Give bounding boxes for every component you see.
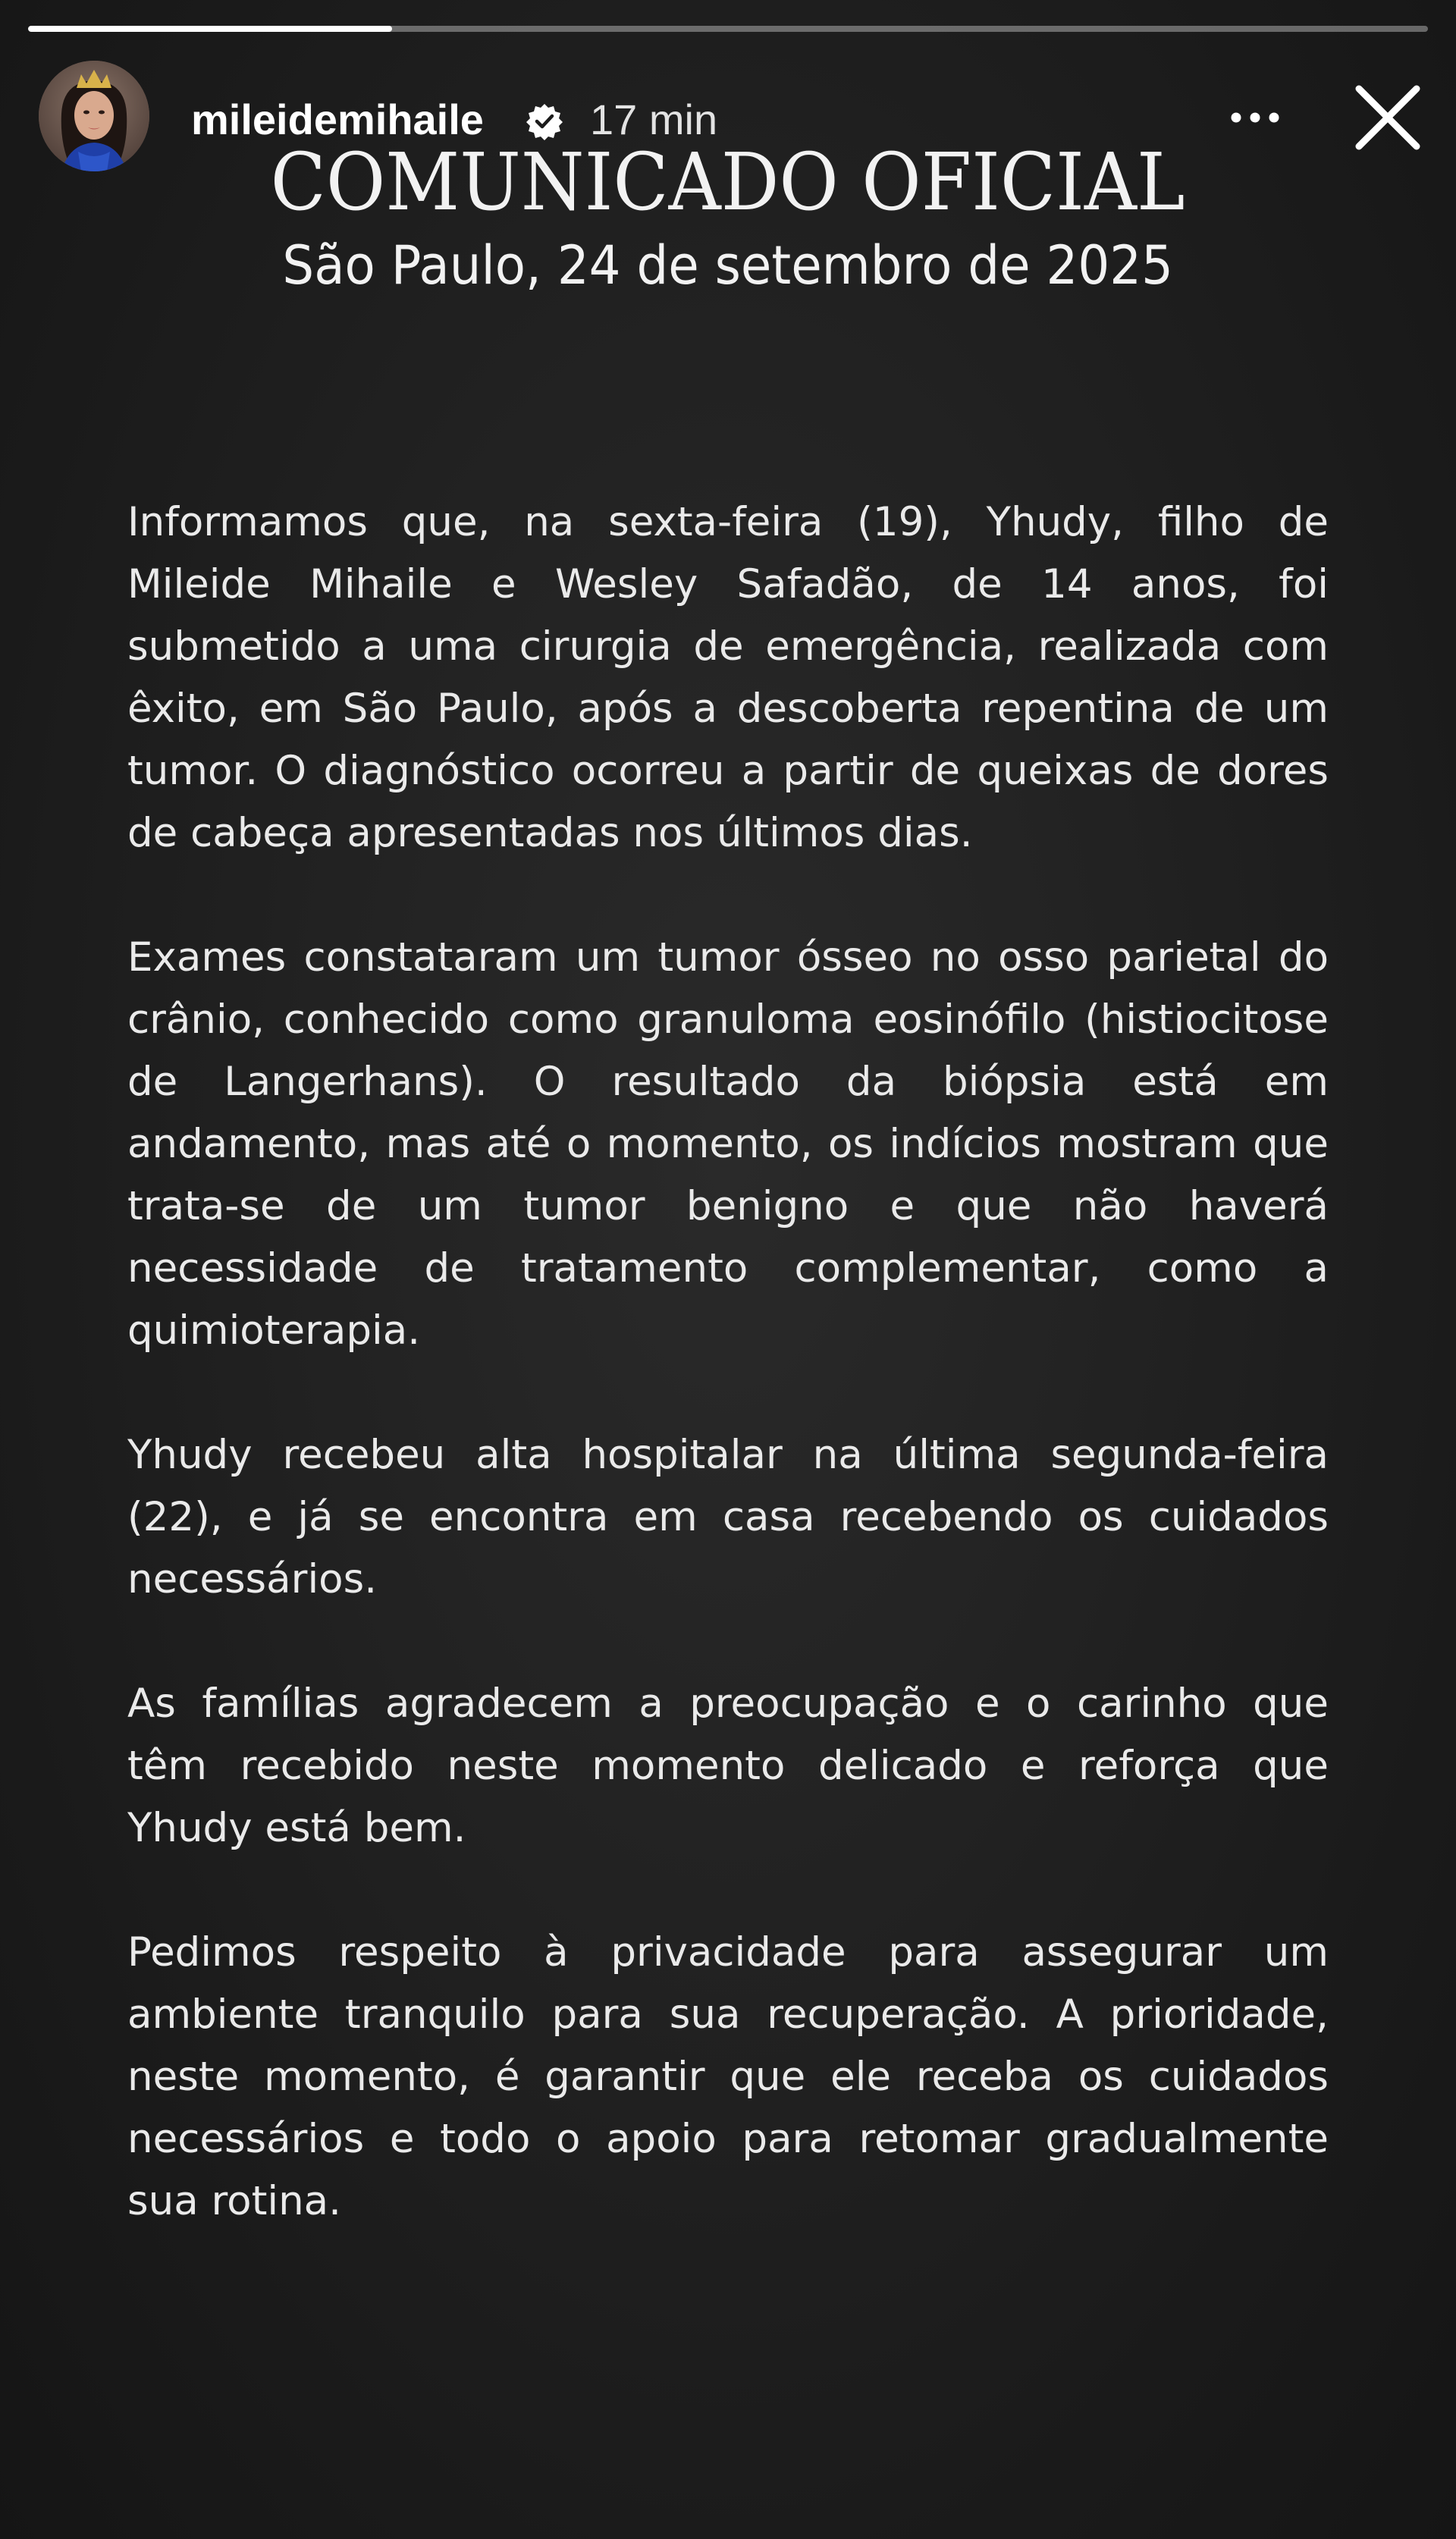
- paragraph-line: necessários.: [127, 1556, 378, 1602]
- document-title: COMUNICADO OFICIAL: [270, 136, 1185, 228]
- story-timestamp: 17 min: [590, 96, 718, 143]
- paragraph-line: de Langerhans). O resultado da biópsia está em: [127, 1059, 1329, 1105]
- paragraph-line: Exames constataram um tumor ósseo no osso parietal do: [127, 934, 1329, 981]
- document-paragraph: [127, 1673, 1329, 1860]
- paragraph-line: Mileide Mihaile e Wesley Safadão, de 14 anos, foi: [127, 561, 1329, 607]
- paragraph-line: Informamos que, na sexta-feira (19), Yhudy, filho de: [127, 499, 1329, 545]
- paragraph-line: necessários e todo o apoio para retomar gradualmente: [127, 2116, 1329, 2162]
- document-paragraph: [127, 1424, 1329, 1611]
- paragraph-line: necessidade de tratamento complementar, como a: [127, 1245, 1329, 1291]
- paragraph-line: ambiente tranquilo para sua recuperação. A prioridade,: [127, 1991, 1329, 2038]
- paragraph-line: (22), e já se encontra em casa recebendo os cuidados: [127, 1494, 1329, 1540]
- document-body: [127, 491, 1329, 2295]
- paragraph-line: Pedimos respeito à privacidade para assegurar um: [127, 1929, 1329, 1976]
- paragraph-line: trata-se de um tumor benigno e que não haverá: [127, 1183, 1329, 1229]
- username[interactable]: mileidemihaile: [191, 96, 484, 143]
- paragraph-line: êxito, em São Paulo, após a descoberta repentina de um: [127, 686, 1329, 732]
- document-paragraph: [127, 491, 1329, 865]
- verified-badge-icon: [526, 102, 563, 140]
- more-options-button[interactable]: [1217, 95, 1293, 140]
- paragraph-line: Yhudy está bem.: [127, 1805, 466, 1851]
- paragraph-line: sua rotina.: [127, 2178, 342, 2224]
- document-paragraph: [127, 1922, 1329, 2233]
- paragraph-line: crânio, conhecido como granuloma eosinófilo (histiocitose: [127, 996, 1329, 1043]
- paragraph-line: têm recebido neste momento delicado e reforça que: [127, 1743, 1329, 1789]
- paragraph-line: submetido a uma cirurgia de emergência, realizada com: [127, 623, 1329, 670]
- story-progress-bar: [28, 26, 1428, 32]
- paragraph-line: quimioterapia.: [127, 1307, 421, 1354]
- document-date: São Paulo, 24 de setembro de 2025: [282, 234, 1173, 297]
- paragraph-line: neste momento, é garantir que ele receba os cuidados: [127, 2054, 1329, 2100]
- paragraph-line: As famílias agradecem a preocupação e o carinho que: [127, 1681, 1329, 1727]
- document-paragraph: [127, 927, 1329, 1362]
- story-progress-fill: [28, 26, 392, 32]
- more-options-icon: [1217, 95, 1293, 140]
- paragraph-line: tumor. O diagnóstico ocorreu a partir de queixas de dores: [127, 748, 1329, 794]
- paragraph-line: andamento, mas até o momento, os indícios mostram que: [127, 1121, 1329, 1167]
- paragraph-line: Yhudy recebeu alta hospitalar na última segunda-feira: [127, 1432, 1329, 1478]
- paragraph-line: de cabeça apresentadas nos últimos dias.: [127, 810, 973, 856]
